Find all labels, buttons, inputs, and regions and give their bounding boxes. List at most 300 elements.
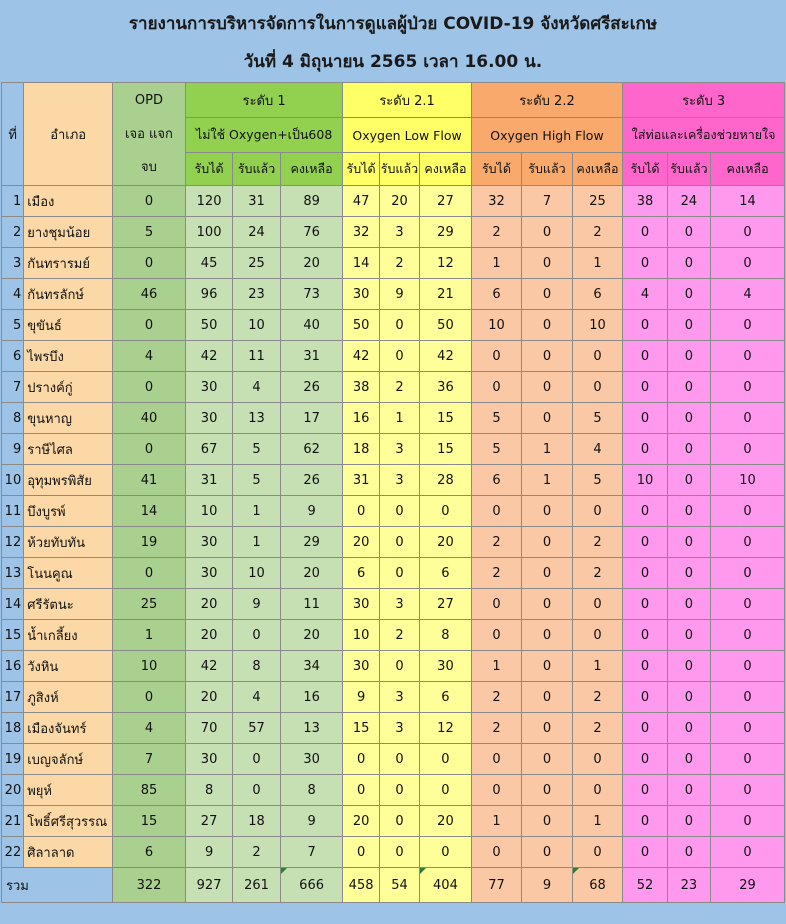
table-row [2, 589, 785, 620]
row-l1-remaining: 17 [280, 403, 343, 434]
row-l3-admitted: 0 [667, 248, 710, 279]
header-l22-received: รับได้ [471, 153, 522, 186]
row-l22-received: 1 [471, 248, 522, 279]
row-l22-remaining: 2 [572, 713, 623, 744]
row-opd: 6 [113, 837, 186, 868]
row-l22-remaining: 25 [572, 186, 623, 217]
row-number: 8 [2, 403, 24, 434]
row-l21-remaining: 20 [420, 527, 472, 558]
row-l1-admitted: 57 [233, 713, 280, 744]
row-l3-received: 0 [623, 434, 667, 465]
header-l21-received: รับได้ [343, 153, 379, 186]
row-l3-received: 0 [623, 558, 667, 589]
total-label: รวม [2, 868, 113, 903]
row-l22-received: 10 [471, 310, 522, 341]
header-opd [113, 83, 186, 186]
row-l21-received: 15 [343, 713, 379, 744]
row-l22-received: 0 [471, 341, 522, 372]
row-l1-admitted: 4 [233, 372, 280, 403]
row-l21-admitted: 3 [379, 434, 419, 465]
row-l1-received: 8 [185, 775, 232, 806]
row-l1-admitted: 31 [233, 186, 280, 217]
row-number: 20 [2, 775, 24, 806]
row-number: 14 [2, 589, 24, 620]
row-district: ขุนหาญ [24, 403, 113, 434]
row-l1-received: 96 [185, 279, 232, 310]
row-number: 18 [2, 713, 24, 744]
row-l21-remaining: 8 [420, 620, 472, 651]
total-l1-remaining: 666 [280, 868, 343, 903]
row-number: 3 [2, 248, 24, 279]
row-l1-received: 27 [185, 806, 232, 837]
row-l1-admitted: 25 [233, 248, 280, 279]
row-number: 19 [2, 744, 24, 775]
row-l21-remaining: 12 [420, 713, 472, 744]
row-l22-received: 1 [471, 806, 522, 837]
row-number: 2 [2, 217, 24, 248]
header-l22-remaining: คงเหลือ [572, 153, 623, 186]
row-l1-received: 30 [185, 372, 232, 403]
header-l22-admitted: รับแล้ว [522, 153, 573, 186]
row-l1-received: 67 [185, 434, 232, 465]
row-l1-admitted: 9 [233, 589, 280, 620]
header-level21-desc: Oxygen Low Flow [343, 118, 471, 153]
row-opd: 85 [113, 775, 186, 806]
row-l1-remaining: 26 [280, 372, 343, 403]
row-l22-admitted: 0 [522, 496, 573, 527]
table-row [2, 403, 785, 434]
row-l21-remaining: 36 [420, 372, 472, 403]
row-l3-admitted: 0 [667, 434, 710, 465]
row-l21-received: 31 [343, 465, 379, 496]
row-opd: 0 [113, 558, 186, 589]
covid-bed-table [1, 82, 785, 903]
row-l1-received: 20 [185, 589, 232, 620]
row-l21-received: 0 [343, 775, 379, 806]
row-l22-admitted: 0 [522, 527, 573, 558]
row-l21-admitted: 0 [379, 341, 419, 372]
row-number: 10 [2, 465, 24, 496]
row-l1-received: 120 [185, 186, 232, 217]
row-l3-received: 0 [623, 310, 667, 341]
row-opd: 14 [113, 496, 186, 527]
row-l3-admitted: 0 [667, 806, 710, 837]
row-l22-admitted: 0 [522, 558, 573, 589]
row-l3-admitted: 0 [667, 589, 710, 620]
row-opd: 0 [113, 310, 186, 341]
table-row [2, 496, 785, 527]
row-l21-received: 0 [343, 496, 379, 527]
row-l21-admitted: 9 [379, 279, 419, 310]
table-row [2, 372, 785, 403]
row-l21-admitted: 0 [379, 496, 419, 527]
row-l22-remaining: 2 [572, 527, 623, 558]
row-l1-remaining: 9 [280, 496, 343, 527]
row-l1-received: 20 [185, 620, 232, 651]
row-l22-admitted: 0 [522, 806, 573, 837]
row-l3-admitted: 0 [667, 651, 710, 682]
row-l3-received: 0 [623, 651, 667, 682]
row-l1-remaining: 73 [280, 279, 343, 310]
row-l22-remaining: 2 [572, 217, 623, 248]
row-opd: 25 [113, 589, 186, 620]
row-l21-received: 16 [343, 403, 379, 434]
row-district: เมือง [24, 186, 113, 217]
row-l3-remaining: 0 [711, 775, 785, 806]
row-opd: 4 [113, 341, 186, 372]
row-l21-admitted: 0 [379, 744, 419, 775]
row-number: 9 [2, 434, 24, 465]
row-l1-received: 42 [185, 651, 232, 682]
row-l3-remaining: 14 [711, 186, 785, 217]
row-number: 12 [2, 527, 24, 558]
table-row [2, 217, 785, 248]
row-opd: 15 [113, 806, 186, 837]
row-number: 21 [2, 806, 24, 837]
row-l1-remaining: 34 [280, 651, 343, 682]
row-l1-remaining: 20 [280, 620, 343, 651]
row-district: ไพรบึง [24, 341, 113, 372]
row-l22-admitted: 0 [522, 403, 573, 434]
row-l3-received: 0 [623, 372, 667, 403]
row-l22-received: 0 [471, 775, 522, 806]
table-row [2, 775, 785, 806]
row-l22-remaining: 1 [572, 651, 623, 682]
row-l22-received: 1 [471, 651, 522, 682]
table-row [2, 806, 785, 837]
header-level3: ระดับ 3 [623, 83, 785, 118]
row-l3-admitted: 24 [667, 186, 710, 217]
row-l21-received: 30 [343, 651, 379, 682]
header-level21: ระดับ 2.1 [343, 83, 471, 118]
row-l21-received: 30 [343, 279, 379, 310]
row-l1-remaining: 8 [280, 775, 343, 806]
row-l21-remaining: 30 [420, 651, 472, 682]
row-l22-remaining: 0 [572, 620, 623, 651]
row-l3-received: 0 [623, 589, 667, 620]
row-l1-remaining: 29 [280, 527, 343, 558]
row-l1-admitted: 2 [233, 837, 280, 868]
row-l22-admitted: 0 [522, 217, 573, 248]
row-opd: 46 [113, 279, 186, 310]
row-l3-received: 4 [623, 279, 667, 310]
row-district: กันทรารมย์ [24, 248, 113, 279]
row-l3-remaining: 0 [711, 403, 785, 434]
row-l22-admitted: 0 [522, 682, 573, 713]
row-l1-remaining: 31 [280, 341, 343, 372]
total-l22-received: 77 [471, 868, 522, 903]
header-opd-line1: OPD [134, 93, 164, 108]
row-l3-received: 0 [623, 744, 667, 775]
row-l3-admitted: 0 [667, 620, 710, 651]
row-district: พยุห์ [24, 775, 113, 806]
row-l22-received: 0 [471, 496, 522, 527]
total-l21-admitted: 54 [379, 868, 419, 903]
row-l21-remaining: 0 [420, 837, 472, 868]
row-l21-remaining: 27 [420, 589, 472, 620]
row-l21-received: 20 [343, 527, 379, 558]
row-l22-remaining: 2 [572, 682, 623, 713]
row-district: ห้วยทับทัน [24, 527, 113, 558]
total-l1-admitted: 261 [233, 868, 280, 903]
header-level1: ระดับ 1 [185, 83, 343, 118]
row-l1-admitted: 10 [233, 310, 280, 341]
row-l3-received: 38 [623, 186, 667, 217]
row-l21-received: 32 [343, 217, 379, 248]
row-opd: 40 [113, 403, 186, 434]
report-header [0, 0, 786, 82]
row-l22-admitted: 0 [522, 620, 573, 651]
row-l1-received: 100 [185, 217, 232, 248]
row-number: 11 [2, 496, 24, 527]
table-row [2, 434, 785, 465]
row-l3-received: 0 [623, 341, 667, 372]
header-level3-desc: ใส่ท่อและเครื่องช่วยหายใจ [623, 118, 785, 153]
row-l21-admitted: 3 [379, 713, 419, 744]
header-l3-admitted: รับแล้ว [667, 153, 710, 186]
row-l21-admitted: 0 [379, 651, 419, 682]
row-l1-received: 30 [185, 558, 232, 589]
row-l1-admitted: 0 [233, 775, 280, 806]
row-district: ศิลาลาด [24, 837, 113, 868]
total-l3-received: 52 [623, 868, 667, 903]
row-district: โนนคูณ [24, 558, 113, 589]
row-l21-remaining: 0 [420, 496, 472, 527]
row-l1-admitted: 13 [233, 403, 280, 434]
row-l21-admitted: 3 [379, 589, 419, 620]
row-l3-received: 0 [623, 217, 667, 248]
row-l22-received: 5 [471, 434, 522, 465]
row-l3-admitted: 0 [667, 403, 710, 434]
row-l1-admitted: 18 [233, 806, 280, 837]
row-l3-remaining: 0 [711, 837, 785, 868]
row-number: 15 [2, 620, 24, 651]
table-row [2, 558, 785, 589]
table-row [2, 682, 785, 713]
row-l21-remaining: 50 [420, 310, 472, 341]
row-l21-admitted: 0 [379, 837, 419, 868]
table-body [2, 186, 785, 903]
row-opd: 19 [113, 527, 186, 558]
row-l22-remaining: 0 [572, 837, 623, 868]
row-l21-admitted: 3 [379, 682, 419, 713]
row-number: 17 [2, 682, 24, 713]
table-row [2, 837, 785, 868]
header-no: ที่ [2, 83, 24, 186]
row-l22-remaining: 5 [572, 403, 623, 434]
row-l22-admitted: 0 [522, 310, 573, 341]
table-row [2, 744, 785, 775]
row-l22-remaining: 4 [572, 434, 623, 465]
row-l22-admitted: 0 [522, 248, 573, 279]
report-title: รายงานการบริหารจัดการในการดูแลผู้ป่วย COVID-19 จังหวัดศรีสะเกษ [128, 14, 658, 34]
row-l3-admitted: 0 [667, 682, 710, 713]
row-l21-admitted: 0 [379, 775, 419, 806]
row-l1-admitted: 8 [233, 651, 280, 682]
row-l22-admitted: 0 [522, 589, 573, 620]
row-l22-received: 2 [471, 527, 522, 558]
row-l3-remaining: 4 [711, 279, 785, 310]
row-l21-admitted: 1 [379, 403, 419, 434]
row-district: เมืองจันทร์ [24, 713, 113, 744]
row-l21-remaining: 20 [420, 806, 472, 837]
row-l1-remaining: 13 [280, 713, 343, 744]
row-l21-admitted: 3 [379, 217, 419, 248]
row-l22-remaining: 0 [572, 589, 623, 620]
row-l1-admitted: 23 [233, 279, 280, 310]
row-l22-received: 6 [471, 465, 522, 496]
total-row [2, 868, 785, 903]
row-l3-received: 0 [623, 403, 667, 434]
row-l21-remaining: 0 [420, 744, 472, 775]
row-l3-admitted: 0 [667, 837, 710, 868]
row-l21-received: 38 [343, 372, 379, 403]
row-district: โพธิ์ศรีสุวรรณ [24, 806, 113, 837]
row-l21-admitted: 3 [379, 465, 419, 496]
total-l21-remaining: 404 [420, 868, 472, 903]
row-l1-admitted: 5 [233, 465, 280, 496]
row-l22-admitted: 0 [522, 372, 573, 403]
row-l21-admitted: 0 [379, 527, 419, 558]
row-number: 7 [2, 372, 24, 403]
row-l21-admitted: 2 [379, 620, 419, 651]
row-l1-admitted: 5 [233, 434, 280, 465]
row-l22-remaining: 0 [572, 775, 623, 806]
row-l21-remaining: 29 [420, 217, 472, 248]
row-district: อุทุมพรพิสัย [24, 465, 113, 496]
row-l1-remaining: 9 [280, 806, 343, 837]
row-l3-received: 10 [623, 465, 667, 496]
table-row [2, 620, 785, 651]
row-l3-received: 0 [623, 620, 667, 651]
row-l3-received: 0 [623, 837, 667, 868]
row-l21-received: 50 [343, 310, 379, 341]
row-l21-remaining: 12 [420, 248, 472, 279]
row-district: น้ำเกลี้ยง [24, 620, 113, 651]
row-l3-remaining: 0 [711, 806, 785, 837]
row-opd: 0 [113, 682, 186, 713]
table-row [2, 527, 785, 558]
row-l1-remaining: 16 [280, 682, 343, 713]
row-l1-admitted: 4 [233, 682, 280, 713]
header-l21-remaining: คงเหลือ [420, 153, 472, 186]
row-l1-admitted: 0 [233, 620, 280, 651]
row-l22-received: 5 [471, 403, 522, 434]
row-l3-received: 0 [623, 775, 667, 806]
row-l22-received: 0 [471, 744, 522, 775]
row-l1-remaining: 76 [280, 217, 343, 248]
row-l21-admitted: 2 [379, 248, 419, 279]
table-row [2, 279, 785, 310]
header-l1-remaining: คงเหลือ [280, 153, 343, 186]
row-l22-admitted: 1 [522, 465, 573, 496]
row-number: 13 [2, 558, 24, 589]
row-l3-remaining: 0 [711, 496, 785, 527]
row-district: ภูสิงห์ [24, 682, 113, 713]
header-l3-remaining: คงเหลือ [711, 153, 785, 186]
row-l22-received: 0 [471, 837, 522, 868]
row-l3-admitted: 0 [667, 527, 710, 558]
row-l1-admitted: 10 [233, 558, 280, 589]
row-l21-admitted: 0 [379, 806, 419, 837]
table-row [2, 186, 785, 217]
row-l21-remaining: 6 [420, 558, 472, 589]
row-l3-remaining: 0 [711, 310, 785, 341]
row-l3-admitted: 0 [667, 713, 710, 744]
row-l21-remaining: 42 [420, 341, 472, 372]
row-l3-admitted: 0 [667, 744, 710, 775]
row-l1-received: 10 [185, 496, 232, 527]
row-l3-remaining: 0 [711, 713, 785, 744]
row-l3-remaining: 0 [711, 372, 785, 403]
row-opd: 0 [113, 372, 186, 403]
row-l22-admitted: 0 [522, 279, 573, 310]
row-l22-received: 6 [471, 279, 522, 310]
total-l3-remaining: 29 [711, 868, 785, 903]
row-district: วังหิน [24, 651, 113, 682]
table-row [2, 465, 785, 496]
row-number: 1 [2, 186, 24, 217]
table-row [2, 651, 785, 682]
row-l21-received: 30 [343, 589, 379, 620]
row-l22-remaining: 1 [572, 248, 623, 279]
total-l22-remaining: 68 [572, 868, 623, 903]
header-district: อำเภอ [24, 83, 113, 186]
row-district: กันทรลักษ์ [24, 279, 113, 310]
row-l22-remaining: 0 [572, 496, 623, 527]
row-opd: 4 [113, 713, 186, 744]
row-l1-received: 31 [185, 465, 232, 496]
row-l1-admitted: 1 [233, 496, 280, 527]
row-district: ราษีไศล [24, 434, 113, 465]
table-row [2, 341, 785, 372]
row-l3-remaining: 0 [711, 744, 785, 775]
row-l3-remaining: 0 [711, 589, 785, 620]
row-l22-received: 0 [471, 620, 522, 651]
row-district: ศรีรัตนะ [24, 589, 113, 620]
row-opd: 0 [113, 248, 186, 279]
row-l3-admitted: 0 [667, 310, 710, 341]
row-district: ปรางค์กู่ [24, 372, 113, 403]
header-opd-line2: เจอ แจก [125, 127, 173, 142]
row-district: ขุขันธ์ [24, 310, 113, 341]
row-l22-remaining: 1 [572, 806, 623, 837]
row-district: เบญจลักษ์ [24, 744, 113, 775]
header-l1-received: รับได้ [185, 153, 232, 186]
row-l3-remaining: 0 [711, 682, 785, 713]
row-l1-received: 9 [185, 837, 232, 868]
table-row [2, 713, 785, 744]
row-opd: 10 [113, 651, 186, 682]
row-l22-received: 0 [471, 372, 522, 403]
total-l3-admitted: 23 [667, 868, 710, 903]
row-l22-remaining: 6 [572, 279, 623, 310]
row-l21-received: 0 [343, 837, 379, 868]
table-row [2, 310, 785, 341]
row-l3-admitted: 0 [667, 372, 710, 403]
row-l1-received: 30 [185, 744, 232, 775]
row-l1-admitted: 24 [233, 217, 280, 248]
row-l22-received: 0 [471, 589, 522, 620]
row-number: 5 [2, 310, 24, 341]
row-l1-remaining: 11 [280, 589, 343, 620]
row-l22-received: 2 [471, 713, 522, 744]
total-opd: 322 [113, 868, 186, 903]
row-l1-received: 20 [185, 682, 232, 713]
row-l21-received: 20 [343, 806, 379, 837]
row-opd: 5 [113, 217, 186, 248]
row-l22-remaining: 2 [572, 558, 623, 589]
